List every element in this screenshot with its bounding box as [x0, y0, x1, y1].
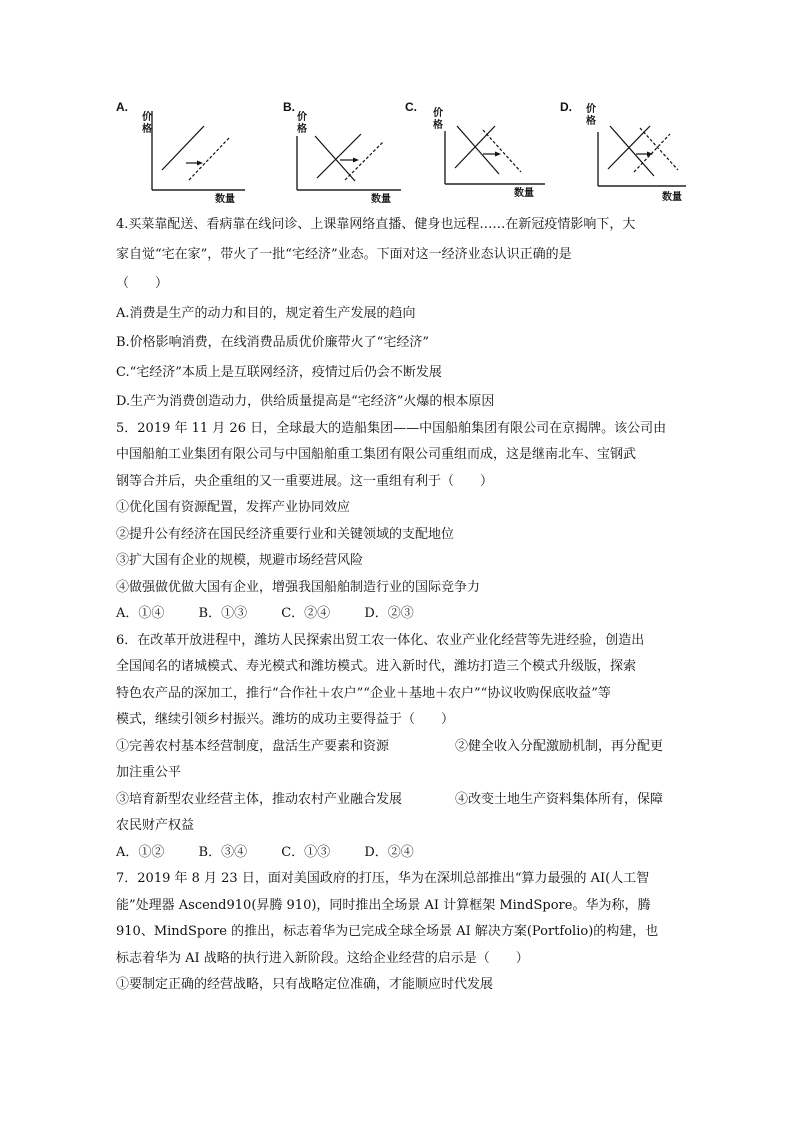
q7-stem-line: 910、MindSpore 的推出，标志着华为已完成全球全场景 AI 解决方案(Portfolio)的构建，也 [116, 924, 659, 939]
q6-stem-line: 6．在改革开放进程中，潍坊人民探索出贸工农一体化、农业产业化经营等先进经验，创造出 [116, 632, 645, 648]
q6-choice-c: C．①③ [281, 844, 331, 860]
q5-item-4: ④做强做优做大国有企业，增强我国船舶制造行业的国际竞争力 [116, 579, 481, 595]
shift-arrow-head [353, 158, 359, 163]
supply-curve-shifted [189, 138, 229, 180]
chart-option-letter: D. [560, 100, 572, 114]
q5-choice-c: C．②④ [281, 606, 331, 621]
q4-option-a: A.消费是生产的动力和目的，规定着生产发展的趋向 [116, 305, 416, 321]
q6-item-1: ①完善农村基本经营制度，盘活生产要素和资源 [116, 738, 390, 754]
chart-x-axis-label: 数量 [215, 194, 235, 205]
shifted-curve-down [640, 128, 678, 170]
q5-stem-line: 5．2019 年 11 月 26 日，全球最大的造船集团——中国船舶集团有限公司在京揭牌。该公司由 [116, 420, 667, 436]
chart-option-letter: A. [116, 100, 128, 114]
q6-item-2-continued: 加注重公平 [116, 765, 182, 780]
demand-curve [610, 126, 654, 176]
q4-stem-line: 家自觉“宅在家”，带火了一批“宅经济”业态。下面对这一经济业态认识正确的是 [116, 246, 572, 262]
shift-arrow-head [197, 161, 203, 166]
q5-choice-a: A．①④ [116, 606, 165, 621]
q6-choice-a: A．①② [116, 844, 165, 860]
q5-stem-line: 钢等合并后，央企重组的又一重要进展。这一重组有利于（ ） [116, 473, 494, 489]
q4-option-b: B.价格影响消费，在线消费品质优价廉带火了“宅经济” [116, 335, 429, 350]
shift-arrow-head [495, 152, 501, 157]
chart-y-axis-label: 价格 [433, 108, 443, 131]
demand-curve-original [457, 126, 499, 174]
chart-y-axis-label: 价格 [297, 112, 307, 135]
q5-item-3: ③扩大国有企业的规模，规避市场经营风险 [116, 553, 364, 568]
q6-stem-line: 特色农产品的深加工，推行“合作社＋农户”“企业＋基地＋农户”“协议收购保底收益”等 [116, 685, 611, 701]
chart-x-axis-label: 数量 [514, 188, 534, 199]
chart-y-axis-label: 价格 [586, 104, 596, 127]
chart-option-letter: B. [283, 100, 295, 114]
q6-items-row-2 [116, 791, 682, 808]
q6-item-2: ②健全收入分配激励机制，再分配更 [455, 738, 664, 754]
q5-item-1: ①优化国有资源配置，发挥产业协同效应 [116, 500, 351, 515]
q5-choice-d: D．②③ [364, 606, 414, 621]
demand-curve-shifted [483, 130, 521, 172]
q5-stem-line: 中国船舶工业集团有限公司与中国船舶重工集团有限公司重组而成，这是继南北车、宝钢武 [116, 447, 637, 462]
q6-stem-line: 模式，继续引领乡村振兴。潍坊的成功主要得益于（ ） [116, 712, 455, 727]
q7-stem-line: 标志着华为 AI 战略的执行进入新阶段。这给企业经营的启示是（ ） [116, 950, 529, 966]
q4-answer-blank: （ ） [116, 276, 169, 291]
q6-choice-b: B．③④ [198, 844, 248, 860]
chart-option-d [560, 96, 750, 206]
chart-x-axis-label: 数量 [662, 192, 682, 203]
q5-choices [116, 605, 682, 622]
q5-choice-b: B．①③ [198, 606, 248, 621]
question-content [116, 216, 682, 993]
chart-y-axis-label: 价格 [142, 112, 152, 135]
q6-choice-d: D．②④ [364, 844, 414, 860]
q4-option-d: D.生产为消费创造动力，供给质量提高是“宅经济”火爆的根本原因 [116, 394, 495, 409]
q4-stem-line: 4.买菜靠配送、看病靠在线问诊、上课靠网络直播、健身也远程……在新冠疫情影响下，大 [116, 217, 636, 232]
supply-curve-shifted [345, 142, 383, 180]
q6-item-3: ③培育新型农业经营主体，推动农村产业融合发展 [116, 791, 403, 807]
q4-option-c: C.“宅经济”本质上是互联网经济，疫情过后仍会不断发展 [116, 364, 442, 380]
q6-items-row-1 [116, 738, 682, 755]
q7-item-1: ①要制定正确的经营战略，只有战略定位准确，才能顺应时代发展 [116, 977, 494, 992]
q7-stem-line: 能”处理器 Ascend910(昇腾 910)，同时推出全场景 AI 计算框架 MindSpore。华为称，腾 [116, 897, 651, 913]
q6-stem-line: 全国闻名的诸城模式、寿光模式和潍坊模式。进入新时代，潍坊打造三个模式升级版，探索 [116, 659, 637, 674]
shifted-curve-up [634, 134, 670, 172]
chart-x-axis-label: 数量 [371, 194, 391, 205]
chart-option-a [116, 96, 306, 206]
q6-item-4: ④改变土地生产资料集体所有，保障 [455, 791, 664, 807]
q6-choices [116, 844, 682, 861]
chart-option-letter: C. [405, 100, 417, 114]
q6-item-4-continued: 农民财产权益 [116, 818, 195, 833]
q5-item-2: ②提升公有经济在国民经济重要行业和关键领域的支配地位 [116, 526, 455, 542]
q7-stem-line: 7．2019 年 8 月 23 日，面对美国政府的打压，华为在深圳总部推出“算力最强的 AI(人工智 [116, 871, 650, 886]
